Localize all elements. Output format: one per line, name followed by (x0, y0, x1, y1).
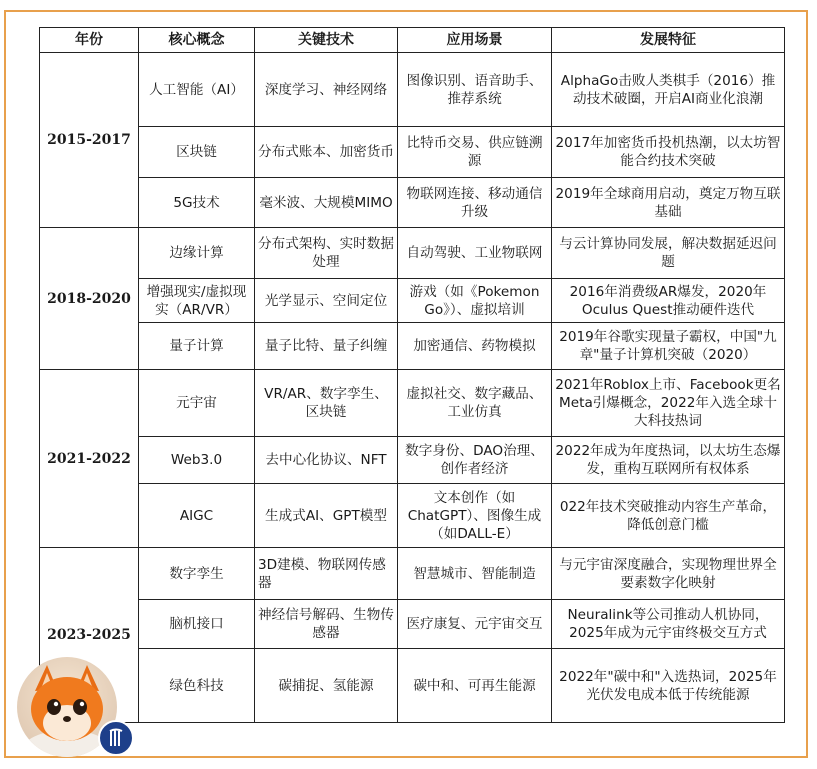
tech-cell: VR/AR、数字孪生、区块链 (255, 370, 398, 437)
feature-cell: 与云计算协同发展，解决数据延迟问题 (552, 228, 785, 279)
header-scene: 应用场景 (398, 28, 552, 53)
tech-cell: 分布式架构、实时数据处理 (255, 228, 398, 279)
tech-cell: 生成式AI、GPT模型 (255, 484, 398, 548)
table-row (40, 437, 785, 484)
feature-cell: Neuralink等公司推动人机协同，2025年成为元宇宙终极交互方式 (552, 600, 785, 649)
tech-cell: 毫米波、大规模MIMO (255, 178, 398, 228)
tech-cell: 碳捕捉、氢能源 (255, 649, 398, 723)
concept-cell: Web3.0 (139, 437, 255, 484)
feature-cell: 2019年谷歌实现量子霸权，中国"九章"量子计算机突破（2020） (552, 323, 785, 370)
header-year: 年份 (40, 28, 139, 53)
concept-cell: 元宇宙 (139, 370, 255, 437)
header-tech: 关键技术 (255, 28, 398, 53)
brand-badge-icon (98, 720, 134, 756)
year-cell: 2021-2022 (40, 370, 139, 548)
table-row (40, 178, 785, 228)
scene-cell: 虚拟社交、数字藏品、工业仿真 (398, 370, 552, 437)
concept-cell: 人工智能（AI） (139, 53, 255, 127)
table-row (40, 649, 785, 723)
feature-cell: 2019年全球商用启动，奠定万物互联基础 (552, 178, 785, 228)
tech-cell: 3D建模、物联网传感器 (255, 548, 398, 600)
year-cell: 2015-2017 (40, 53, 139, 228)
scene-cell: 物联网连接、移动通信升级 (398, 178, 552, 228)
scene-cell: 文本创作（如ChatGPT）、图像生成（如DALL-E） (398, 484, 552, 548)
scene-cell: 智慧城市、智能制造 (398, 548, 552, 600)
table-header-row (40, 28, 785, 53)
scene-cell: 游戏（如《Pokemon Go》）、虚拟培训 (398, 279, 552, 323)
header-concept: 核心概念 (139, 28, 255, 53)
year-cell: 2023-2025 (40, 548, 139, 723)
scene-cell: 比特币交易、供应链溯源 (398, 127, 552, 178)
concept-cell: 数字孪生 (139, 548, 255, 600)
feature-cell: 与元宇宙深度融合，实现物理世界全要素数字化映射 (552, 548, 785, 600)
concept-cell: 增强现实/虚拟现实（AR/VR） (139, 279, 255, 323)
table-row (40, 127, 785, 178)
tech-cell: 去中心化协议、NFT (255, 437, 398, 484)
scene-cell: 数字身份、DAO治理、创作者经济 (398, 437, 552, 484)
concept-cell: 量子计算 (139, 323, 255, 370)
pillar-logo-icon (100, 722, 132, 754)
concept-cell: 绿色科技 (139, 649, 255, 723)
feature-cell: 022年技术突破推动内容生产革命，降低创意门槛 (552, 484, 785, 548)
concept-cell: AIGC (139, 484, 255, 548)
feature-cell: 2016年消费级AR爆发，2020年Oculus Quest推动硬件迭代 (552, 279, 785, 323)
concept-cell: 边缘计算 (139, 228, 255, 279)
feature-cell: AlphaGo击败人类棋手（2016）推动技术破圈，开启AI商业化浪潮 (552, 53, 785, 127)
table-row (40, 279, 785, 323)
header-feature: 发展特征 (552, 28, 785, 53)
feature-cell: 2022年"碳中和"入选热词，2025年光伏发电成本低于传统能源 (552, 649, 785, 723)
table-row (40, 323, 785, 370)
tech-cell: 分布式账本、加密货币 (255, 127, 398, 178)
concept-cell: 区块链 (139, 127, 255, 178)
tech-cell: 深度学习、神经网络 (255, 53, 398, 127)
tech-cell: 光学显示、空间定位 (255, 279, 398, 323)
table-row (40, 600, 785, 649)
feature-cell: 2017年加密货币投机热潮，以太坊智能合约技术突破 (552, 127, 785, 178)
table-row (40, 484, 785, 548)
table-row (40, 370, 785, 437)
table-row (40, 228, 785, 279)
year-cell: 2018-2020 (40, 228, 139, 370)
scene-cell: 医疗康复、元宇宙交互 (398, 600, 552, 649)
scene-cell: 加密通信、药物模拟 (398, 323, 552, 370)
concept-cell: 脑机接口 (139, 600, 255, 649)
table-row (40, 53, 785, 127)
scene-cell: 自动驾驶、工业物联网 (398, 228, 552, 279)
tech-cell: 神经信号解码、生物传感器 (255, 600, 398, 649)
scene-cell: 图像识别、语音助手、推荐系统 (398, 53, 552, 127)
tech-cell: 量子比特、量子纠缠 (255, 323, 398, 370)
tech-trends-table (39, 27, 785, 723)
table-row (40, 548, 785, 600)
feature-cell: 2021年Roblox上市、Facebook更名Meta引爆概念，2022年入选全球十大科技热词 (552, 370, 785, 437)
concept-cell: 5G技术 (139, 178, 255, 228)
scene-cell: 碳中和、可再生能源 (398, 649, 552, 723)
feature-cell: 2022年成为年度热词，以太坊生态爆发，重构互联网所有权体系 (552, 437, 785, 484)
